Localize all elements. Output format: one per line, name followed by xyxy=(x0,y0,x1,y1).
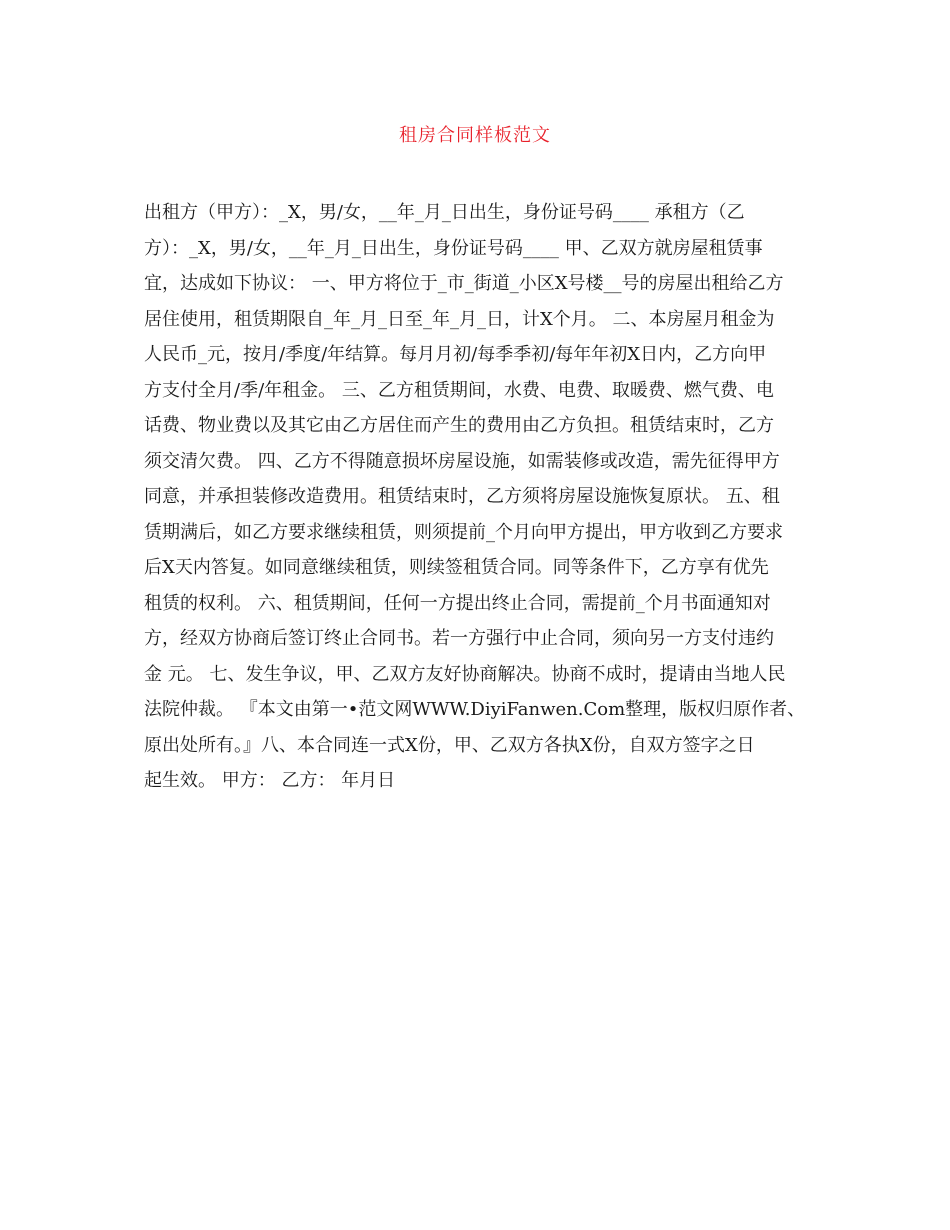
document-title: 租房合同样板范文 xyxy=(399,125,551,146)
body-line: 人民币_元，按月/季度/年结算。每月月初/每季季初/每年年初X日内，乙方向甲 xyxy=(144,344,767,365)
body-line: 出租方（甲方）：_X，男/女，__年_月_日出生，身份证号码____ 承租方（乙 xyxy=(144,202,745,223)
body-line: 赁期满后，如乙方要求继续租赁，则须提前_个月向甲方提出，甲方收到乙方要求 xyxy=(144,521,783,543)
body-line: 话费、物业费以及其它由乙方居住而产生的费用由乙方负担。租赁结束时，乙方 xyxy=(144,415,774,436)
body-line: 宜，达成如下协议： 一、甲方将位于_市_街道_小区X号楼__号的房屋出租给乙方 xyxy=(144,273,784,294)
body-line: 租赁的权利。 六、租赁期间，任何一方提出终止合同，需提前_个月书面通知对 xyxy=(144,592,771,614)
contract-body xyxy=(144,195,814,799)
body-line: 方支付全月/季/年租金。 三、乙方租赁期间，水费、电费、取暖费、燃气费、电 xyxy=(144,379,774,401)
body-line: 后X天内答复。如同意继续租赁，则续签租赁合同。同等条件下，乙方享有优先 xyxy=(144,557,769,578)
body-line: 方，经双方协商后签订终止合同书。若一方强行中止合同，须向另一方支付违约 xyxy=(144,628,774,649)
body-line: 起生效。 甲方： 乙方： 年月日 xyxy=(144,770,396,791)
body-line: 居住使用，租赁期限自_年_月_日至_年_月_日，计X个月。 二、本房屋月租金为 xyxy=(144,308,775,330)
body-line: 方）：_X，男/女，__年_月_日出生，身份证号码____ 甲、乙双方就房屋租赁事 xyxy=(144,237,763,259)
body-line: 原出处所有。』八、本合同连一式X份，甲、乙双方各执X份，自双方签字之日 xyxy=(144,734,755,756)
body-line: 同意，并承担装修改造费用。租赁结束时，乙方须将房屋设施恢复原状。 五、租 xyxy=(144,486,780,507)
body-line: 金 元。 七、发生争议，甲、乙双方友好协商解决。协商不成时，提请由当地人民 xyxy=(144,663,786,685)
body-line: 法院仲裁。 『本文由第一•范文网WWW.DiyiFanwen.Com整理，版权归原作者、 xyxy=(144,699,806,720)
body-line: 须交清欠费。 四、乙方不得随意损坏房屋设施，如需装修或改造，需先征得甲方 xyxy=(144,450,780,472)
